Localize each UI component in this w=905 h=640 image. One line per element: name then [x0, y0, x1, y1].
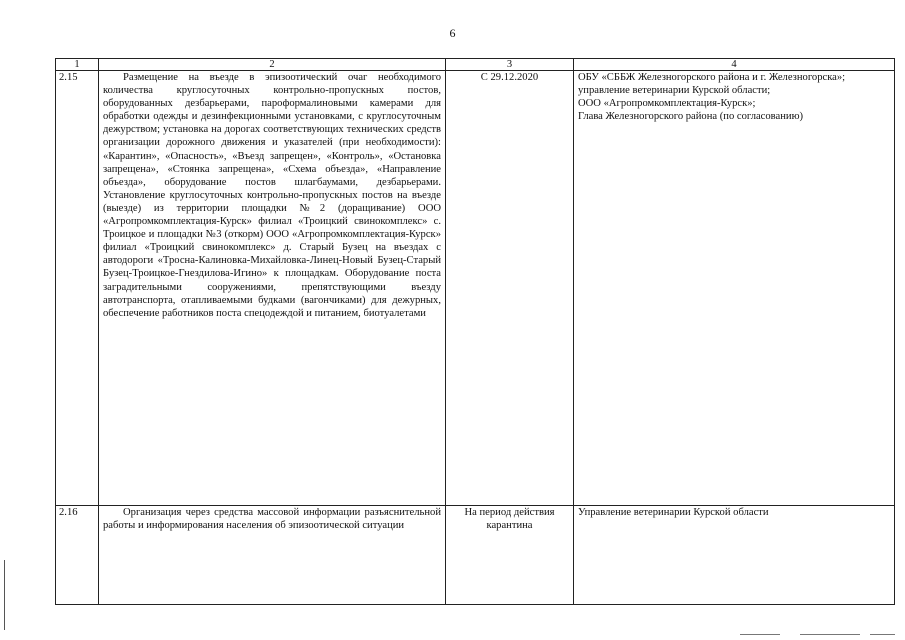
measure-description-text: Организация через средства массовой информации разъяснительной работы и информирования населения об эпизоотической ситуации: [103, 507, 441, 532]
responsible-line: Управление ветеринарии Курской области: [578, 507, 769, 518]
scan-edge-line: [4, 560, 5, 630]
measure-description-text: Размещение на въезде в эпизоотический очаг необходимого количества круглосуточных контрольно-пропускных постов, оборудованных дезбарьерами, пароформалиновыми камерами для обработки одежды и дезинфекционными установками, с круглосуточным дежурством; установка на дорогах соответствующих технических средств организации дорожного движения и указателей (при необходимости): «Карантин», «Опасность», «Въезд запрещен», «Контроль», «Остановка запрещена», «Стоянка запрещена», «Схема объезда», «Направление объезда», оборудование постов шлагбаумами, дезбарьерами. Установление круглосуточных контрольно-пропускных постов на въезде (выезде) из территории площадки №2 (доращивание) ООО «Агропромкомплектация-Курск» филиал «Троицкий свинокомплекс» с. Троицкое и площадки №3 (откорм) ООО «Агропромкомплектация-Курск» филиал «Троицкий свинокомплекс» д. Старый Бузец на въездах с автодороги «Тросна-Калиновка-Михайловка-Линец-Новый Бузец-Старый Бузец-Троицкое-Гнездилова-Игино» к площадкам. Оборудование поста заградительными сооружениями, препятствующими въезду автотранспорта, отапливаемыми будками (вагончиками) для дежурных, обеспечение работников поста спецодеждой и питанием, биотуалетами: [103, 72, 441, 319]
row-number: 2.15: [56, 71, 99, 506]
measure-description: [99, 506, 446, 605]
measure-date: С 29.12.2020: [446, 71, 574, 506]
responsible-line: управление ветеринарии Курской области;: [578, 85, 771, 97]
row-number: 2.16: [56, 506, 99, 605]
measure-description: [99, 71, 446, 506]
column-header-3: 3: [446, 59, 574, 71]
table-header-row: [56, 59, 895, 71]
column-header-1: 1: [56, 59, 99, 71]
page-number: 6: [449, 26, 456, 40]
measure-responsible: [574, 71, 895, 506]
column-header-4: 4: [574, 59, 895, 71]
table-row: [56, 506, 895, 605]
responsible-line: Глава Железногорского района (по согласованию): [578, 111, 804, 123]
measure-date: На период действия карантина: [446, 506, 574, 605]
responsible-line: ООО «Агропромкомплектация-Курск»;: [578, 98, 756, 110]
scan-artifact: [800, 634, 860, 635]
column-header-2: 2: [99, 59, 446, 71]
responsible-line: ОБУ «СББЖ Железногорского района и г. Железногорска»;: [578, 72, 846, 83]
table-row: [56, 71, 895, 506]
scan-artifact: [740, 634, 780, 635]
scan-artifact: [870, 634, 895, 635]
measures-table: [55, 58, 895, 605]
measure-responsible: [574, 506, 895, 605]
